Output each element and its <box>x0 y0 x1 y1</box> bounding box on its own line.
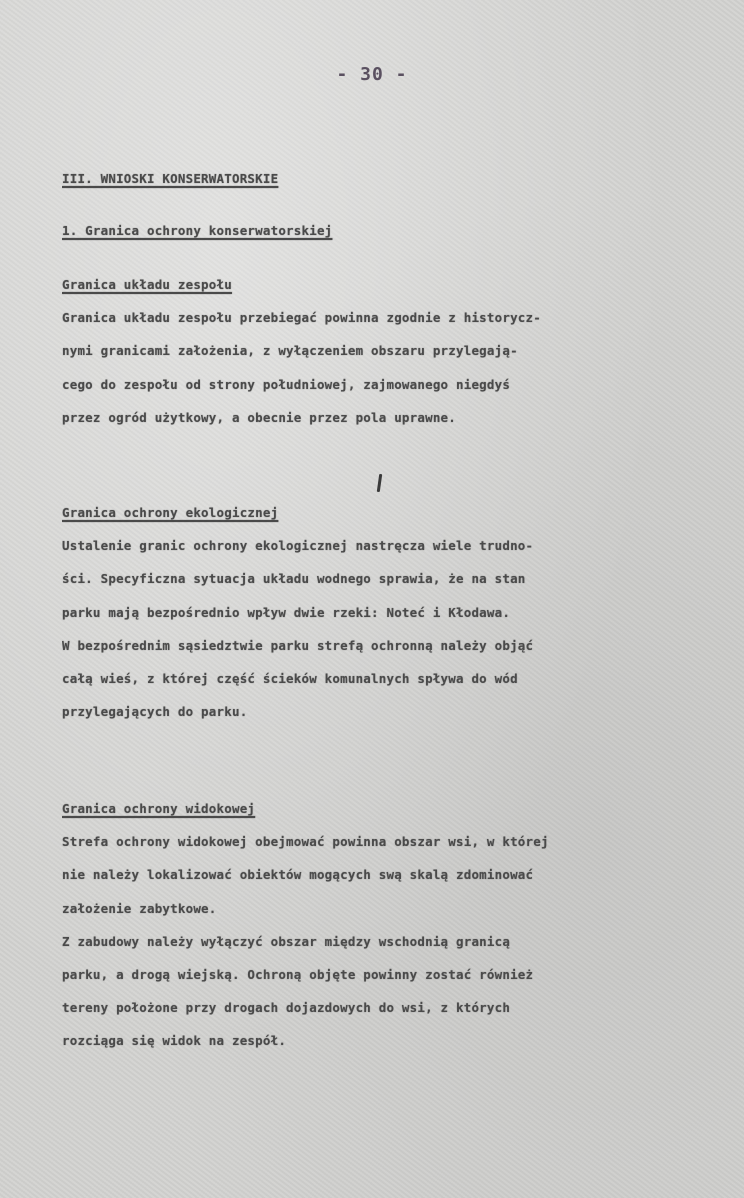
paragraph-line: nie należy lokalizować obiektów mogących swą skalą zdominować <box>62 867 534 883</box>
paragraph-line: tereny położone przy drogach dojazdowych do wsi, z których <box>62 1000 511 1016</box>
paragraph-line: Granica układu zespołu przebiegać powinna zgodnie z historycz- <box>62 310 541 326</box>
subsection-ekologicznej <box>62 496 730 728</box>
section-heading: 1. Granica ochrony konserwatorskiej <box>62 223 333 238</box>
paragraph-line: nymi granicami założenia, z wyłączeniem obszaru przylegają- <box>62 343 518 359</box>
ink-mark <box>377 474 382 492</box>
paragraph-line: przez ogród użytkowy, a obecnie przez pola uprawne. <box>62 409 457 425</box>
paragraph-line: W bezpośrednim sąsiedztwie parku strefą ochronną należy objąć <box>62 637 534 653</box>
subsection-title: Granica układu zespołu <box>62 277 232 292</box>
subsection-ukladu <box>62 268 730 434</box>
paragraph-line: Ustalenie granic ochrony ekologicznej nastręcza wiele trudno- <box>62 538 534 554</box>
paragraph-line: parku, a drogą wiejską. Ochroną objęte powinny zostać również <box>62 966 534 982</box>
paragraph-line: całą wieś, z której część ścieków komunalnych spływa do wód <box>62 670 518 686</box>
paragraph-line: Z zabudowy należy wyłączyć obszar między wschodnią granicą <box>62 933 511 949</box>
paragraph-line: ści. Specyficzna sytuacja układu wodnego sprawia, że na stan <box>62 571 526 587</box>
paragraph-line: Strefa ochrony widokowej obejmować powinna obszar wsi, w której <box>62 834 549 850</box>
paragraph-line: parku mają bezpośrednio wpływ dwie rzeki: Noteć i Kłodawa. <box>62 604 511 620</box>
subsection-title: Granica ochrony widokowej <box>62 801 256 816</box>
paragraph-line: założenie zabytkowe. <box>62 900 217 916</box>
subsection-widokowej <box>62 792 730 1058</box>
chapter-heading: III. WNIOSKI KONSERWATORSKIE <box>62 171 279 186</box>
paragraph-line: rozciąga się widok na zespół. <box>62 1033 287 1049</box>
paragraph-line: cego do zespołu od strony południowej, zajmowanego niegdyś <box>62 376 511 392</box>
paragraph-line: przylegających do parku. <box>62 704 248 720</box>
subsection-title: Granica ochrony ekologicznej <box>62 505 279 520</box>
page-number: - 30 - <box>336 64 408 85</box>
